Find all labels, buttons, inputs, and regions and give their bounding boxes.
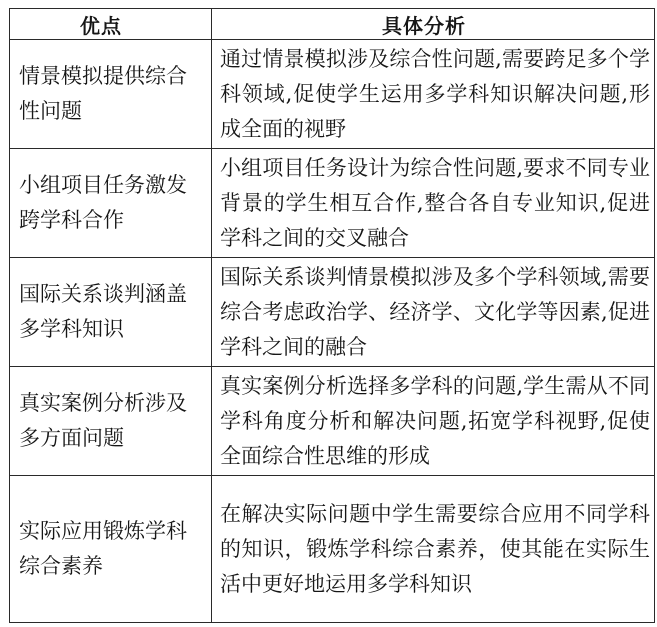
analysis-cell: 真实案例分析选择多学科的问题,学生需从不同学科角度分析和解决问题,拓宽学科视野,促使全面综合性思维的形成 — [212, 367, 655, 476]
analysis-cell: 国际关系谈判情景模拟涉及多个学科领域,需要综合考虑政治学、经济学、文化学等因素,促进学科之间的融合 — [212, 258, 655, 367]
analysis-cell: 在解决实际问题中学生需要综合应用不同学科的知识，锻炼学科综合素养，使其能在实际生活中更好地运用多学科知识 — [212, 476, 655, 623]
table-header-row — [10, 9, 655, 40]
analysis-cell: 小组项目任务设计为综合性问题,要求不同专业背景的学生相互合作,整合各自专业知识,促进学科之间的交叉融合 — [212, 149, 655, 258]
advantage-cell: 实际应用锻炼学科综合素养 — [10, 476, 212, 623]
advantage-cell: 国际关系谈判涵盖多学科知识 — [10, 258, 212, 367]
header-analysis: 具体分析 — [212, 9, 655, 40]
table-row — [10, 476, 655, 623]
table-row — [10, 149, 655, 258]
table-row — [10, 367, 655, 476]
advantages-table — [9, 8, 655, 623]
table-row — [10, 258, 655, 367]
table-row — [10, 40, 655, 149]
advantage-cell: 小组项目任务激发跨学科合作 — [10, 149, 212, 258]
analysis-cell: 通过情景模拟涉及综合性问题,需要跨足多个学科领域,促使学生运用多学科知识解决问题,形成全面的视野 — [212, 40, 655, 149]
header-advantage: 优点 — [10, 9, 212, 40]
advantage-cell: 情景模拟提供综合性问题 — [10, 40, 212, 149]
advantage-cell: 真实案例分析涉及多方面问题 — [10, 367, 212, 476]
